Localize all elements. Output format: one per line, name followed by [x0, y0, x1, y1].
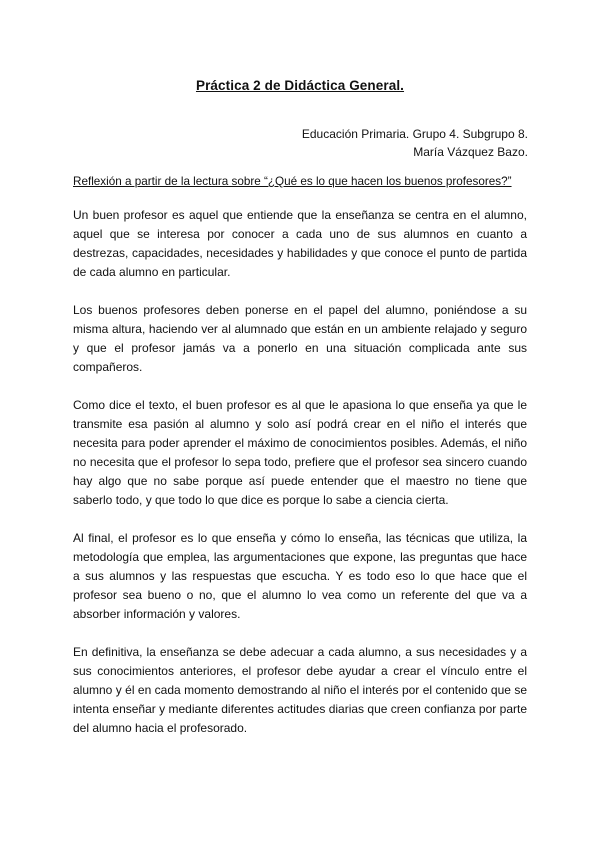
author-block [302, 125, 528, 161]
paragraph: Un buen profesor es aquel que entiende que la enseñanza se centra en el alumno, aquel que se interesa por conocer a cada uno de sus alumnos en cuanto a destrezas, capacidades, necesidades y habilidades y que conoce el punto de partida de cada alumno en particular. [73, 208, 527, 279]
course-line: Educación Primaria. Grupo 4. Subgrupo 8. [301, 127, 528, 141]
paragraph: Al final, el profesor es lo que enseña y cómo lo enseña, las técnicas que utiliza, la metodología que emplea, las argumentaciones que expone, las preguntas que hace a sus alumnos y las respuestas que escucha. Y es todo eso lo que hace que el profesor sea bueno o no, que el alumno lo vea como un referente del que va a absorber información y valores. [73, 531, 527, 621]
paragraph: En definitiva, la enseñanza se debe adecuar a cada alumno, a sus necesidades y a sus conocimientos anteriores, el profesor debe ayudar a crear el vínculo entre el alumno y él en cada momento demostrando al niño el interés por el contenido que se intenta enseñar y mediante diferentes actitudes diarias que creen confianza por parte del alumno hacia el profesorado. [73, 645, 527, 735]
reflection-subtitle: Reflexión a partir de la lectura sobre “¿Qué es lo que hacen los buenos profesores?” [73, 175, 512, 188]
paragraph: Como dice el texto, el buen profesor es al que le apasiona lo que enseña ya que le transmite esa pasión al alumno y solo así podrá crear en el niño el interés que necesita para poder aprender el máximo de conocimientos posibles. Además, el niño no necesita que el profesor lo sepa todo, prefiere que el profesor sea sincero cuando hay algo que no sabe porque así puede entender que el maestro no tiene que saberlo todo, y que todo lo que dice es porque lo sabe a ciencia cierta. [73, 398, 527, 507]
author-name: María Vázquez Bazo. [413, 145, 528, 159]
document-title: Práctica 2 de Didáctica General. [195, 78, 405, 93]
paragraph: Los buenos profesores deben ponerse en el papel del alumno, poniéndose a su misma altura, haciendo ver al alumnado que están en un ambiente relajado y seguro y que el profesor jamás va a ponerlo en una situación complicada ante sus compañeros. [73, 303, 527, 374]
body-text [73, 206, 527, 757]
